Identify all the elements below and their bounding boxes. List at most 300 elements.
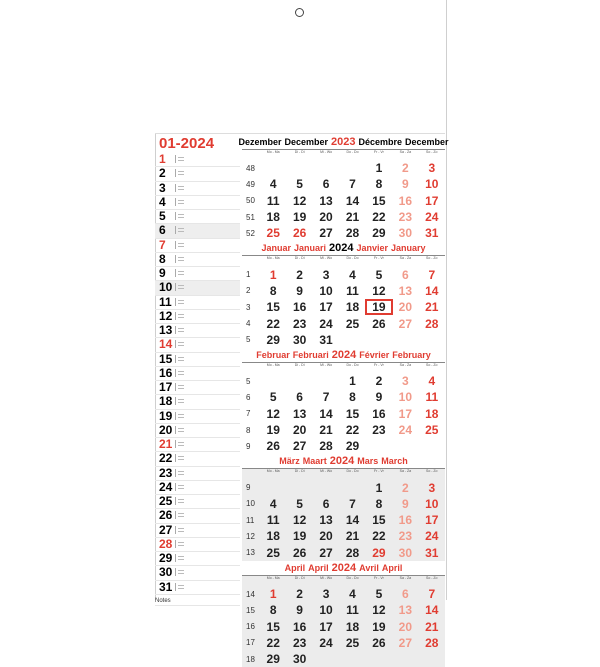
- day-row: [155, 224, 240, 238]
- week-number: 11: [246, 515, 255, 525]
- date-cell: 26: [292, 226, 307, 241]
- day-number: 16: [159, 365, 173, 380]
- date-cell: 7: [428, 267, 436, 282]
- date-cell: 17: [425, 193, 439, 208]
- weekday-label: So - Zo: [426, 469, 438, 474]
- date-cell: 2: [296, 587, 303, 602]
- date-cell: 2: [375, 374, 383, 389]
- today-date-cell: 19: [366, 300, 392, 314]
- week-number: 3: [246, 302, 251, 312]
- month-name: Januar: [261, 243, 291, 254]
- week-number: 49: [246, 179, 255, 189]
- weekday-mark: [175, 269, 186, 277]
- date-cell: 21: [425, 300, 439, 315]
- weekday-label: So - Zo: [426, 362, 438, 367]
- date-cell: 22: [372, 529, 386, 544]
- date-cell: 13: [319, 513, 333, 528]
- month-block: [242, 562, 445, 667]
- day-row: [155, 424, 240, 438]
- month-name: December: [284, 137, 329, 147]
- date-cell: 28: [345, 545, 360, 560]
- date-cell: 4: [269, 177, 277, 192]
- date-cell: 17: [398, 406, 413, 421]
- day-number: 9: [159, 266, 166, 280]
- week-row: [242, 422, 445, 438]
- date-cell: 23: [398, 529, 413, 544]
- date-cell: 27: [319, 545, 333, 560]
- date-cell: 5: [296, 177, 303, 192]
- weekday-label: Mi - Wo: [320, 362, 333, 367]
- week-row: [242, 406, 445, 422]
- weekday-label: Fr - Vr: [374, 469, 384, 474]
- week-row: [242, 528, 445, 544]
- week-row: [242, 496, 445, 512]
- date-cell: 3: [428, 161, 436, 176]
- weekday-mark: [175, 583, 186, 591]
- week-number: 15: [246, 605, 255, 615]
- week-number: 10: [246, 499, 255, 509]
- date-cell: 12: [292, 193, 307, 208]
- date-cell: 28: [425, 316, 439, 331]
- month-name: Janvier: [356, 243, 388, 254]
- weekday-mark: [175, 212, 186, 220]
- date-cell: 20: [398, 300, 413, 315]
- weekday-header: [242, 149, 445, 160]
- day-number: 27: [159, 522, 173, 537]
- day-row: [155, 410, 240, 424]
- date-cell: 7: [322, 390, 330, 405]
- date-cell: 26: [372, 316, 386, 331]
- month-name: Dezember: [238, 137, 282, 147]
- day-number: 21: [159, 437, 173, 451]
- date-cell: 10: [425, 177, 439, 192]
- day-number: 23: [159, 465, 173, 480]
- date-cell: 18: [425, 406, 439, 421]
- day-row: [155, 509, 240, 523]
- date-cell: 5: [375, 587, 383, 602]
- weekday-label: Mo - Ma: [266, 362, 280, 367]
- weekday-mark: [175, 383, 186, 391]
- week-number: 13: [246, 548, 255, 558]
- weekday-label: Mi - Wo: [320, 256, 333, 261]
- date-cell: 25: [345, 316, 360, 331]
- date-cell: 9: [402, 496, 409, 511]
- date-cell: 9: [296, 603, 303, 618]
- day-number: 15: [159, 351, 173, 366]
- date-cell: 14: [425, 283, 439, 298]
- weekday-mark: [175, 355, 186, 363]
- month-header: [238, 136, 449, 149]
- day-row: [155, 153, 240, 167]
- date-cell: 27: [398, 635, 413, 650]
- date-cell: 11: [346, 603, 359, 618]
- date-cell: 16: [292, 619, 307, 634]
- day-number: 30: [159, 565, 173, 580]
- day-number: 4: [159, 194, 166, 209]
- month-block: [242, 455, 445, 560]
- week-row: [242, 332, 445, 348]
- date-cell: 25: [425, 423, 439, 437]
- date-cell: 13: [398, 283, 413, 298]
- date-cell: 12: [372, 603, 386, 618]
- day-row: [155, 395, 240, 409]
- weekday-header: [242, 255, 445, 266]
- month-name: Décembre: [358, 137, 403, 147]
- date-cell: 9: [375, 390, 383, 405]
- weekday-mark: [175, 369, 186, 377]
- day-list: [155, 135, 240, 604]
- week-number: 14: [246, 589, 255, 599]
- month-name: Februari: [292, 349, 329, 360]
- month-block: [242, 242, 445, 347]
- weekday-label: Do - Do: [346, 150, 359, 154]
- date-cell: 31: [425, 545, 439, 560]
- date-cell: 24: [319, 316, 333, 331]
- weekday-label: Mo - Ma: [266, 256, 280, 261]
- date-cell: 15: [266, 300, 280, 315]
- weekday-label: Sa - Za: [399, 575, 412, 580]
- date-cell: 27: [319, 226, 333, 241]
- date-cell: 6: [402, 587, 409, 602]
- month-header: [242, 349, 445, 362]
- month-name: Januari: [293, 243, 326, 254]
- week-row: [242, 283, 445, 299]
- week-row: [242, 635, 445, 651]
- week-row: [242, 193, 445, 209]
- year-label: 2024: [331, 348, 357, 361]
- year-label: 2024: [329, 455, 355, 468]
- month-header: [242, 562, 445, 575]
- date-cell: 15: [372, 193, 386, 208]
- date-cell: 3: [428, 480, 436, 495]
- day-row: [155, 253, 240, 267]
- date-cell: 8: [349, 390, 356, 405]
- year-label: 2024: [328, 242, 354, 255]
- date-cell: 11: [266, 513, 280, 528]
- weekday-label: Sa - Za: [399, 256, 412, 261]
- date-cell: 19: [372, 619, 386, 634]
- date-cell: 12: [372, 283, 386, 298]
- date-cell: 21: [319, 423, 333, 437]
- weekday-mark: [175, 226, 186, 234]
- date-cell: 6: [296, 390, 303, 405]
- date-cell: 1: [375, 480, 383, 495]
- week-number: 9: [246, 483, 251, 493]
- week-number: 8: [246, 425, 251, 435]
- date-cell: 2: [402, 480, 409, 495]
- date-cell: 27: [292, 439, 307, 454]
- date-cell: 21: [345, 210, 360, 225]
- weekday-header: [242, 362, 445, 373]
- weekday-mark: [175, 540, 186, 548]
- week-row: [242, 160, 445, 176]
- day-number: 25: [159, 494, 173, 508]
- weekday-mark: [175, 511, 186, 519]
- date-cell: 10: [398, 390, 413, 405]
- date-cell: 8: [375, 177, 383, 192]
- date-cell: 26: [266, 439, 280, 454]
- day-row: [155, 481, 240, 495]
- date-cell: 10: [319, 283, 333, 298]
- weekday-mark: [175, 440, 186, 448]
- date-cell: 25: [266, 545, 280, 560]
- date-cell: 12: [266, 406, 280, 421]
- date-cell: 22: [266, 316, 280, 331]
- weekday-mark: [175, 526, 186, 534]
- day-number: 10: [159, 280, 173, 295]
- month-name: Avril: [359, 562, 379, 573]
- date-cell: 11: [346, 283, 359, 298]
- weekday-mark: [175, 298, 186, 306]
- day-row: [155, 552, 240, 566]
- week-number: 9: [246, 441, 251, 451]
- date-cell: 10: [319, 603, 333, 618]
- date-cell: 25: [266, 226, 280, 241]
- date-cell: 9: [402, 177, 409, 192]
- date-cell: 11: [266, 193, 280, 208]
- week-row: [242, 389, 445, 405]
- date-cell: 16: [398, 193, 413, 208]
- date-cell: 20: [398, 619, 413, 634]
- date-cell: 19: [266, 423, 280, 437]
- weekday-mark: [175, 169, 186, 177]
- date-cell: 30: [398, 226, 413, 241]
- date-cell: 5: [375, 267, 383, 282]
- date-cell: 9: [296, 283, 303, 298]
- date-cell: 4: [349, 587, 356, 602]
- month-block: [242, 349, 445, 454]
- day-number: 3: [159, 180, 166, 195]
- month-name: Février: [359, 349, 390, 360]
- date-cell: 12: [292, 513, 307, 528]
- day-row: [155, 167, 240, 181]
- hanging-hole: [295, 8, 304, 17]
- date-cell: 2: [296, 267, 303, 282]
- month-block: [238, 136, 449, 241]
- day-row: [155, 210, 240, 224]
- day-row: [155, 381, 240, 395]
- day-row: [155, 310, 240, 324]
- weekday-mark: [175, 255, 186, 263]
- weekday-label: Fr - Vr: [374, 362, 384, 367]
- weekday-mark: [175, 568, 186, 576]
- week-number: 5: [246, 335, 251, 345]
- weekday-mark: [175, 241, 186, 249]
- date-cell: 20: [319, 529, 333, 544]
- month-name: December: [405, 137, 449, 147]
- week-number: 7: [246, 409, 251, 419]
- weekday-label: Mi - Wo: [320, 575, 333, 580]
- date-cell: 11: [425, 390, 439, 405]
- day-row: [155, 495, 240, 509]
- week-row: [242, 373, 445, 389]
- day-row: [155, 538, 240, 552]
- date-cell: 16: [372, 406, 386, 421]
- date-cell: 14: [319, 406, 333, 421]
- week-number: 50: [246, 196, 255, 206]
- date-cell: 26: [292, 545, 307, 560]
- day-row: [155, 524, 240, 538]
- date-cell: 29: [266, 332, 280, 347]
- date-cell: 1: [375, 161, 383, 176]
- week-row: [242, 438, 445, 454]
- week-number: 17: [246, 638, 255, 648]
- date-cell: 13: [398, 603, 413, 618]
- date-cell: 1: [269, 587, 277, 602]
- weekday-mark: [175, 198, 186, 206]
- week-number: 51: [246, 212, 255, 222]
- date-cell: 24: [398, 423, 413, 437]
- weekday-mark: [175, 326, 186, 334]
- day-number: 13: [159, 323, 173, 337]
- year-label: 2023: [331, 136, 356, 148]
- date-cell: 18: [345, 300, 360, 315]
- date-cell: 25: [345, 635, 360, 650]
- date-cell: 24: [319, 635, 333, 650]
- date-cell: 29: [372, 226, 386, 241]
- date-cell: 21: [425, 619, 439, 634]
- weekday-label: Fr - Vr: [374, 256, 384, 261]
- day-number: 26: [159, 508, 173, 523]
- weekday-label: Di - Di: [294, 362, 305, 367]
- date-cell: 26: [372, 635, 386, 650]
- date-cell: 28: [425, 635, 439, 650]
- date-cell: 15: [372, 513, 386, 528]
- week-row: [242, 545, 445, 561]
- week-row: [242, 266, 445, 282]
- date-cell: 3: [322, 267, 330, 282]
- date-cell: 13: [319, 193, 333, 208]
- weekday-label: Do - Do: [346, 256, 359, 261]
- weekday-mark: [175, 554, 186, 562]
- date-cell: 6: [402, 267, 409, 282]
- date-cell: 22: [345, 423, 360, 437]
- current-month-label: 01-2024: [159, 135, 215, 152]
- date-cell: 13: [292, 406, 307, 421]
- date-cell: 17: [319, 300, 333, 315]
- weekday-label: Sa - Za: [399, 150, 412, 154]
- day-number: 22: [159, 451, 173, 466]
- month-name: Maart: [302, 456, 327, 467]
- week-number: 48: [246, 163, 255, 173]
- date-cell: 8: [269, 283, 277, 298]
- weekday-mark: [175, 454, 186, 462]
- date-cell: 15: [345, 406, 360, 421]
- date-cell: 1: [349, 374, 356, 389]
- date-cell: 24: [425, 529, 439, 544]
- weekday-label: Di - Di: [294, 575, 305, 580]
- week-number: 4: [246, 319, 251, 329]
- date-cell: 18: [345, 619, 360, 634]
- day-number: 14: [159, 337, 173, 352]
- date-cell: 5: [296, 496, 303, 511]
- date-cell: 15: [266, 619, 280, 634]
- weekday-label: Fr - Vr: [374, 575, 384, 580]
- week-number: 16: [246, 622, 255, 632]
- day-number: 7: [159, 237, 166, 252]
- date-cell: 4: [269, 496, 277, 511]
- date-cell: 29: [372, 545, 386, 560]
- weekday-label: Mi - Wo: [320, 150, 333, 154]
- weekday-mark: [175, 397, 186, 405]
- date-cell: 8: [375, 496, 383, 511]
- date-cell: 23: [292, 316, 307, 331]
- date-cell: 28: [319, 439, 333, 454]
- day-number: 24: [159, 479, 173, 494]
- date-cell: 30: [398, 545, 413, 560]
- day-number: 17: [159, 380, 173, 394]
- date-cell: 5: [269, 390, 277, 405]
- day-row: [155, 467, 240, 481]
- date-cell: 10: [425, 496, 439, 511]
- day-row: [155, 438, 240, 452]
- week-row: [242, 602, 445, 618]
- date-cell: 28: [345, 226, 360, 241]
- day-number: 2: [159, 166, 166, 181]
- date-cell: 30: [292, 332, 307, 347]
- weekday-mark: [175, 426, 186, 434]
- weekday-mark: [175, 497, 186, 505]
- date-cell: 14: [425, 603, 439, 618]
- month-name: Februar: [256, 349, 290, 360]
- date-cell: 21: [345, 529, 360, 544]
- weekday-label: Sa - Za: [399, 469, 412, 474]
- day-row: [155, 367, 240, 381]
- week-row: [242, 479, 445, 495]
- weekday-label: Do - Do: [346, 362, 359, 367]
- date-cell: 31: [319, 332, 333, 347]
- weekday-label: Mo - Ma: [266, 575, 280, 580]
- day-row: [155, 566, 240, 580]
- week-number: 5: [246, 376, 251, 386]
- year-label: 2024: [331, 561, 357, 574]
- week-number: 18: [246, 654, 255, 664]
- date-cell: 6: [322, 177, 330, 192]
- day-row: [155, 196, 240, 210]
- weekday-label: Di - Di: [294, 469, 305, 474]
- date-cell: 18: [266, 210, 280, 225]
- date-cell: 23: [372, 423, 386, 437]
- date-cell: 7: [428, 587, 436, 602]
- day-row: [155, 452, 240, 466]
- date-cell: 17: [425, 513, 439, 528]
- day-row: [155, 353, 240, 367]
- date-cell: 23: [398, 210, 413, 225]
- day-number: 29: [159, 551, 173, 565]
- day-row: [155, 281, 240, 295]
- date-cell: 1: [269, 267, 277, 282]
- month-name: April: [308, 562, 329, 573]
- day-number: 31: [159, 579, 173, 594]
- day-number: 11: [159, 294, 172, 309]
- month-name: März: [279, 456, 300, 467]
- weekday-mark: [175, 155, 186, 163]
- month-name: April: [284, 562, 306, 573]
- weekday-label: Mi - Wo: [320, 469, 333, 474]
- date-cell: 14: [345, 193, 360, 208]
- week-number: 1: [246, 270, 251, 280]
- advertising-area: [155, 0, 445, 134]
- day-number: 8: [159, 251, 166, 266]
- notes-label: Notes: [155, 595, 240, 606]
- day-number: 20: [159, 422, 173, 437]
- week-number: 6: [246, 392, 251, 402]
- date-cell: 29: [345, 439, 360, 454]
- week-row: [242, 209, 445, 225]
- month-name: February: [392, 349, 431, 360]
- date-cell: 4: [349, 267, 356, 282]
- months-grid: [238, 135, 449, 667]
